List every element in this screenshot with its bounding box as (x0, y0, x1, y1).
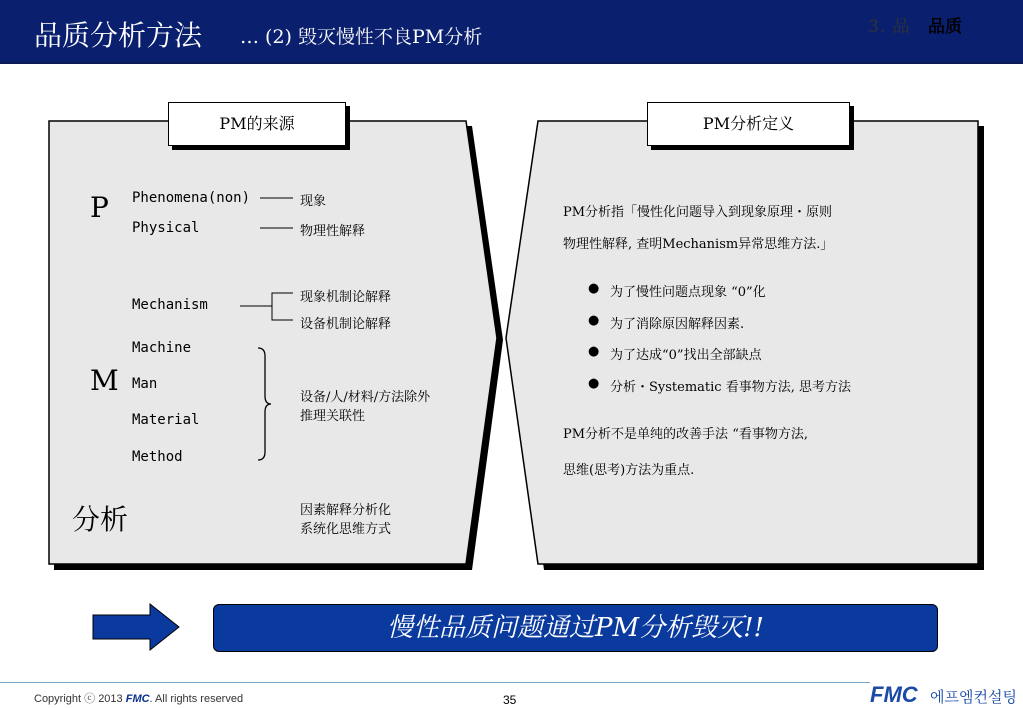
phenomena-meaning: 现象 (300, 194, 327, 209)
physical-meaning: 物理性解释 (300, 224, 366, 239)
copyright-text (34, 690, 243, 706)
page-subtitle: … (2) 毁灭慢性不良PM分析 (240, 26, 483, 48)
copyright-brand: FMC (125, 693, 150, 705)
right-arrow-icon (92, 603, 182, 651)
m-item-method: Method (132, 449, 183, 465)
letter-m: M (90, 364, 119, 397)
bullet-item-3: 为了达成“0”找出全部缺点 (610, 348, 762, 363)
definition-line-2: 物理性解释, 查明Mechanism异常思维方法.」 (563, 237, 834, 252)
mechanism-term: Mechanism (132, 297, 208, 313)
conclusion-banner: 慢性品质问题通过PM分析毁灭!! (213, 604, 938, 652)
analysis-label: 分析 (72, 503, 129, 536)
section-label-highlight: 品质 (928, 17, 962, 37)
bullet-icon: ● (588, 313, 600, 328)
note-line-1: PM分析不是单纯的改善手法 “看事物方法, (563, 427, 808, 442)
note-line-2: 思维(思考)方法为重点. (563, 463, 695, 478)
page-number: 35 (503, 693, 517, 707)
section-label: 3. 品 (868, 17, 911, 37)
right-panel (506, 121, 978, 564)
analysis-meaning-1: 因素解释分析化 (300, 503, 392, 518)
bullet-icon: ● (588, 281, 600, 296)
analysis-meaning-2: 系统化思维方式 (300, 522, 392, 537)
fmc-logo: FMC (870, 682, 918, 707)
mechanism-meaning-2: 设备机制论解释 (300, 317, 392, 332)
copyright-suffix: . All rights reserved (149, 693, 244, 705)
bullet-icon: ● (588, 344, 600, 359)
m-item-material: Material (132, 412, 200, 428)
physical-term: Physical (132, 220, 200, 236)
definition-line-1: PM分析指「慢性化问题导入到现象原理・原则 (563, 205, 833, 220)
bullet-item-4: 分析・Systematic 看事物方法, 思考方法 (610, 380, 851, 395)
mechanism-meaning-1: 现象机制论解释 (300, 290, 392, 305)
m-meaning-1: 设备/人/材料/方法除外 (300, 390, 431, 405)
copyright-prefix: Copyright ⓒ 2013 (34, 693, 126, 705)
page-title: 品质分析方法 (34, 19, 203, 52)
footer-divider (0, 682, 870, 683)
bullet-icon: ● (588, 376, 600, 391)
m-item-machine: Machine (132, 340, 192, 356)
left-panel-tab: PM的来源 (168, 102, 346, 146)
m-meaning-2: 推理关联性 (300, 409, 366, 424)
bullet-item-1: 为了慢性问题点现象 “0”化 (610, 285, 766, 300)
bullet-item-2: 为了消除原因解释因素. (610, 317, 745, 332)
right-panel-tab: PM分析定义 (647, 102, 850, 146)
phenomena-term: Phenomena(non) (132, 190, 251, 206)
m-item-man: Man (132, 376, 158, 392)
fmc-logo-subtitle: 에프엠컨설팅 (930, 688, 1017, 706)
letter-p: P (90, 191, 109, 224)
